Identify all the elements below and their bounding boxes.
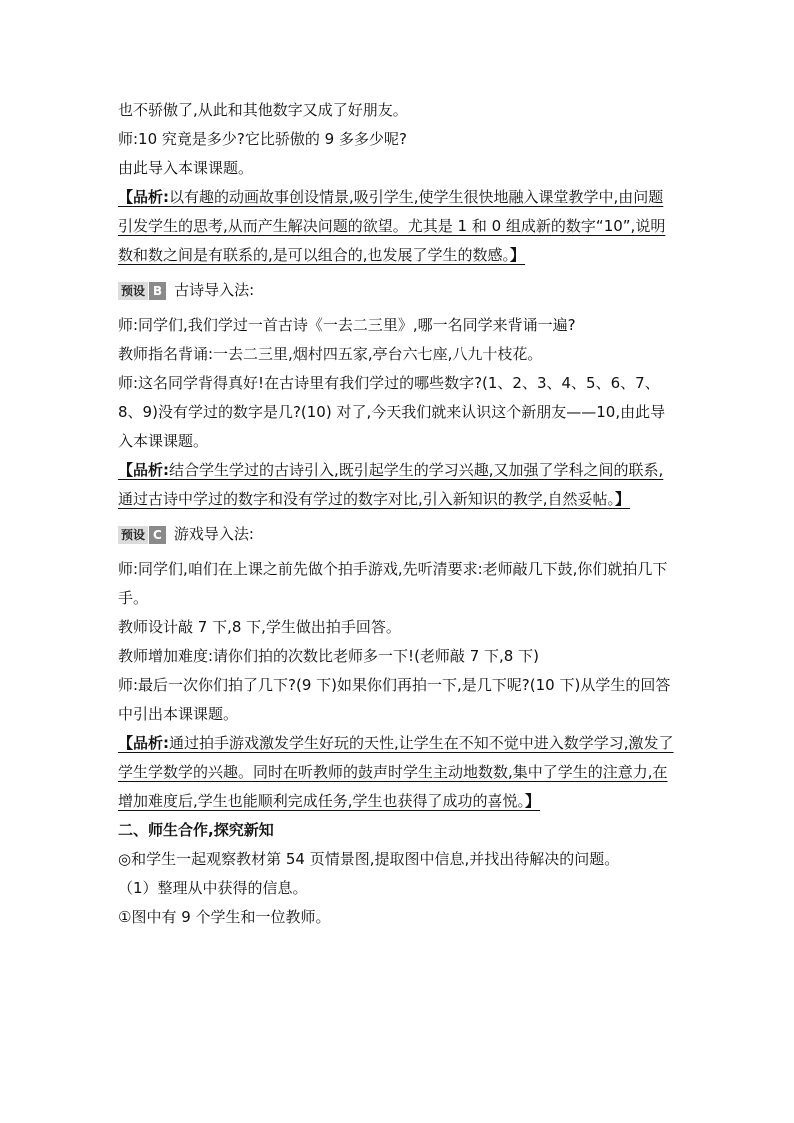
text-line: 师:同学们,我们学过一首古诗《一去二三里》,哪一名同学来背诵一遍? (118, 316, 576, 334)
analysis-close: 】 (615, 490, 631, 508)
analysis-note (118, 456, 678, 514)
text-line: 师:同学们,咱们在上课之前先做个拍手游戏,先听清要求:老师敲几下鼓,你们就拍几下手。 (118, 560, 668, 607)
analysis-note (118, 729, 678, 816)
analysis-note (118, 183, 678, 270)
preset-title: 游戏导入法: (173, 525, 254, 543)
analysis-text: 结合学生学过的古诗引入,既引起学生的学习兴趣,又加强了学科之间的联系,通过古诗中学过的数字和没有学过的数字对比,引入新知识的教学,自然妥帖。 (118, 461, 664, 508)
analysis-close: 】 (510, 246, 526, 264)
text-line: 由此导入本课课题。 (118, 159, 254, 177)
text-line: 教师指名背诵:一去二三里,烟村四五家,亭台六七座,八九十枝花。 (118, 345, 543, 363)
text-line: ◎和学生一起观察教材第 54 页情景图,提取图中信息,并找出待解决的问题。 (118, 850, 620, 868)
preset-b-header (118, 276, 678, 305)
text-line: 教师设计敲 7 下,8 下,学生做出拍手回答。 (118, 618, 401, 636)
preset-title: 古诗导入法: (174, 281, 255, 299)
preset-badge-letter: C (149, 526, 166, 544)
preset-badge (118, 526, 166, 544)
preset-badge-label: 预设 (118, 282, 148, 300)
preset-badge-letter: B (149, 282, 166, 300)
text-line: 师:这名同学背得真好!在古诗里有我们学过的哪些数字?(1、2、3、4、5、6、7、8、9)没有学过的数字是几?(10) 对了,今天我们就来认识这个新朋友——10,由此导入本课课题。 (118, 374, 666, 450)
text-line: （1）整理从中获得的信息。 (118, 879, 308, 897)
text-line: 教师增加难度:请你们拍的次数比老师多一下!(老师敲 7 下,8 下) (118, 647, 539, 665)
text-line: 师:最后一次你们拍了几下?(9 下)如果你们再拍一下,是几下呢?(10 下)从学生的回答中引出本课课题。 (118, 676, 671, 723)
text-line: ①图中有 9 个学生和一位教师。 (118, 908, 331, 926)
analysis-close: 】 (525, 792, 541, 810)
preset-badge-label: 预设 (118, 526, 148, 544)
text-line: 师:10 究竟是多少?它比骄傲的 9 多多少呢? (118, 130, 407, 148)
analysis-open: 【品析: (118, 734, 169, 752)
analysis-text: 通过拍手游戏激发学生好玩的天性,让学生在不知不觉中进入数学学习,激发了学生学数学的兴趣。同时在听教师的鼓声时学生主动地数数,集中了学生的注意力,在增加难度后,学生也能顺利完成任务,学生也获得了成功的喜悦。 (118, 734, 674, 810)
preset-c-header (118, 520, 678, 549)
analysis-open: 【品析: (118, 461, 169, 479)
text-line: 也不骄傲了,从此和其他数字又成了好朋友。 (118, 101, 408, 119)
section-heading: 二、师生合作,探究新知 (118, 821, 274, 839)
analysis-text: 以有趣的动画故事创设情景,吸引学生,使学生很快地融入课堂教学中,由问题引发学生的思考,从而产生解决问题的欲望。尤其是 1 和 0 组成新的数字“10”,说明数和数之间是有联系的,是可以组合的,也发展了学生的数感。 (118, 188, 666, 264)
document-body (118, 96, 678, 932)
analysis-open: 【品析: (118, 188, 169, 206)
preset-badge (118, 282, 166, 300)
